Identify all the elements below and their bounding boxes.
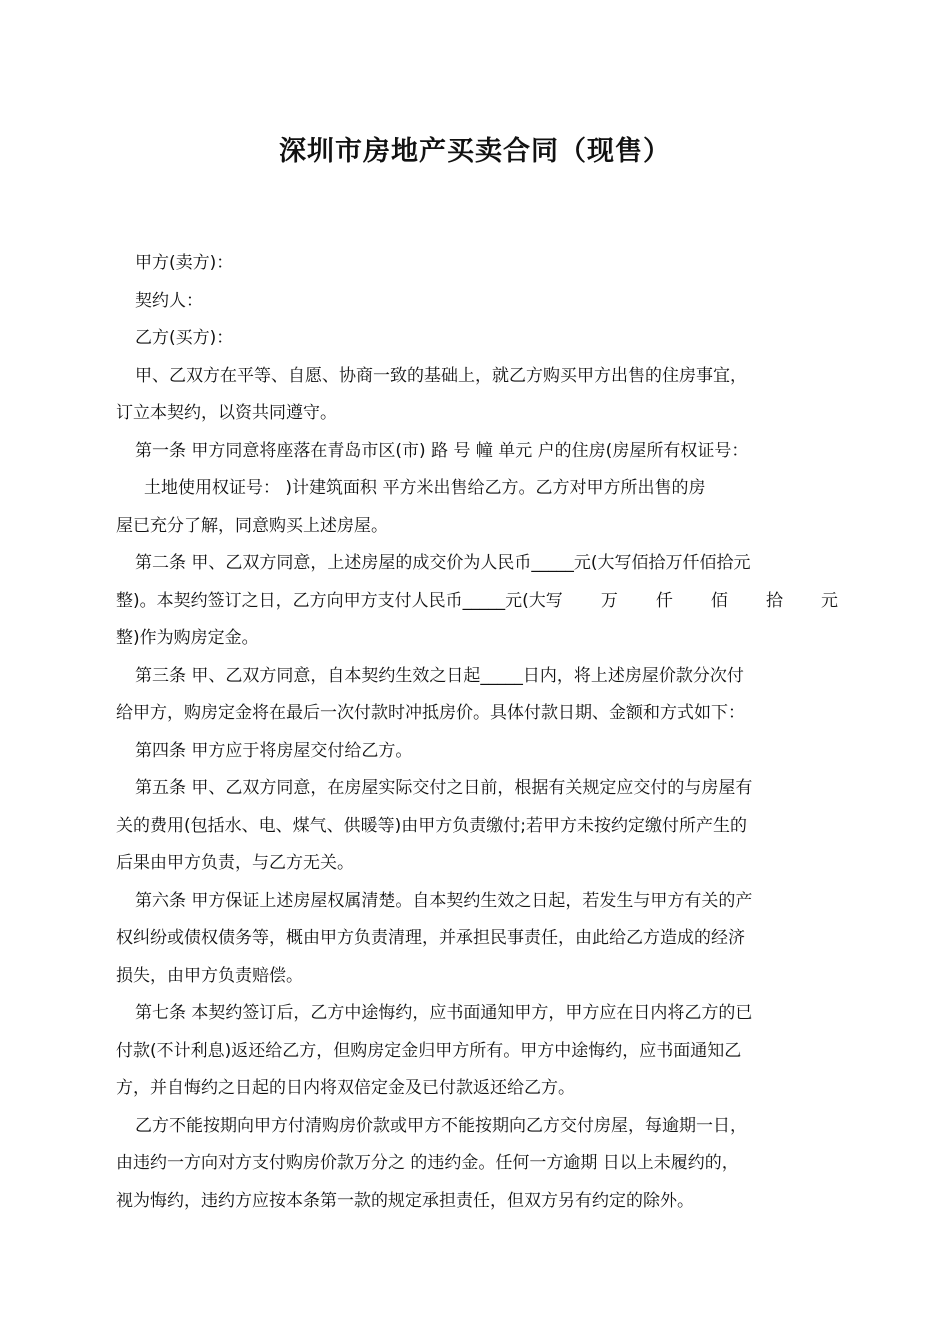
article-2-line-1: 第二条 甲、乙双方同意，上述房屋的成交价为人民币_____元(大写佰拾万仟佰拾元 [135, 553, 751, 573]
article-6-line-1: 第六条 甲方保证上述房屋权属清楚。自本契约生效之日起，若发生与甲方有关的产 [135, 890, 753, 911]
preamble-line-1: 甲、乙双方在平等、自愿、协商一致的基础上，就乙方购买甲方出售的住房事宜， [135, 365, 747, 386]
amount-unit-wan: 万 [600, 590, 618, 611]
article-3-line-2: 给甲方，购房定金将在最后一次付款时冲抵房价。具体付款日期、金额和方式如下： [116, 703, 745, 723]
article-7-line-3: 方，并自悔约之日起的日内将双倍定金及已付款返还给乙方。 [116, 1078, 575, 1098]
article-1-line-1: 第一条 甲方同意将座落在青岛市区(市) 路 号 幢 单元 户的住房(房屋所有权证号： [135, 440, 749, 461]
party-b-line: 乙方(买方)： [135, 328, 234, 348]
article-3-line-1: 第三条 甲、乙双方同意，自本契约生效之日起_____日内，将上述房屋价款分次付 [135, 665, 744, 686]
amount-unit-shi: 拾 [765, 590, 783, 611]
article-2-line-3: 整)作为购房定金。 [116, 628, 259, 648]
article-7-line-1: 第七条 本契约签订后，乙方中途悔约，应书面通知甲方，甲方应在日内将乙方的已 [135, 1003, 753, 1023]
contract-body [116, 245, 838, 1220]
penalty-line-2: 由违约一方向对方支付购房价款万分之 的违约金。任何一方逾期 日以上未履约的， [116, 1153, 739, 1173]
article-4-line-1: 第四条 甲方应于将房屋交付给乙方。 [135, 740, 413, 761]
penalty-line-3: 视为悔约，违约方应按本条第一款的规定承担责任，但双方另有约定的除外。 [116, 1190, 694, 1211]
amount-unit-yuan: 元 [821, 590, 838, 611]
amount-unit-qian: 仟 [655, 590, 673, 611]
article-5-line-3: 后果由甲方负责，与乙方无关。 [116, 853, 354, 873]
article-2-line-2 [116, 583, 838, 621]
article-6-line-3: 损失，由甲方负责赔偿。 [116, 965, 303, 986]
party-a-line: 甲方(卖方)： [135, 253, 234, 273]
article-7-line-2: 付款(不计利息)返还给乙方，但购房定金归甲方所有。甲方中途悔约，应书面通知乙 [116, 1040, 742, 1061]
amount-unit-bai: 佰 [710, 590, 728, 611]
preamble-line-2: 订立本契约，以资共同遵守。 [116, 403, 337, 423]
article-2-line-2-text: 整)。本契约签订之日，乙方向甲方支付人民币_____元(大写 [116, 590, 563, 611]
penalty-line-1: 乙方不能按期向甲方付清购房价款或甲方不能按期向乙方交付房屋，每逾期一日， [135, 1115, 747, 1136]
article-1-line-2: 土地使用权证号： )计建筑面积 平方米出售给乙方。乙方对甲方所出售的房 [144, 478, 706, 498]
document-title: 深圳市房地产买卖合同（现售） [279, 136, 671, 167]
article-5-line-2: 关的费用(包括水、电、煤气、供暖等)由甲方负责缴付;若甲方未按约定缴付所产生的 [116, 815, 747, 836]
article-1-line-3: 屋已充分了解，同意购买上述房屋。 [116, 515, 388, 536]
article-6-line-2: 权纠纷或债权债务等，概由甲方负责清理，并承担民事责任，由此给乙方造成的经济 [116, 928, 745, 948]
contractor-line: 契约人： [135, 290, 203, 311]
article-5-line-1: 第五条 甲、乙双方同意，在房屋实际交付之日前，根据有关规定应交付的与房屋有 [135, 778, 753, 798]
